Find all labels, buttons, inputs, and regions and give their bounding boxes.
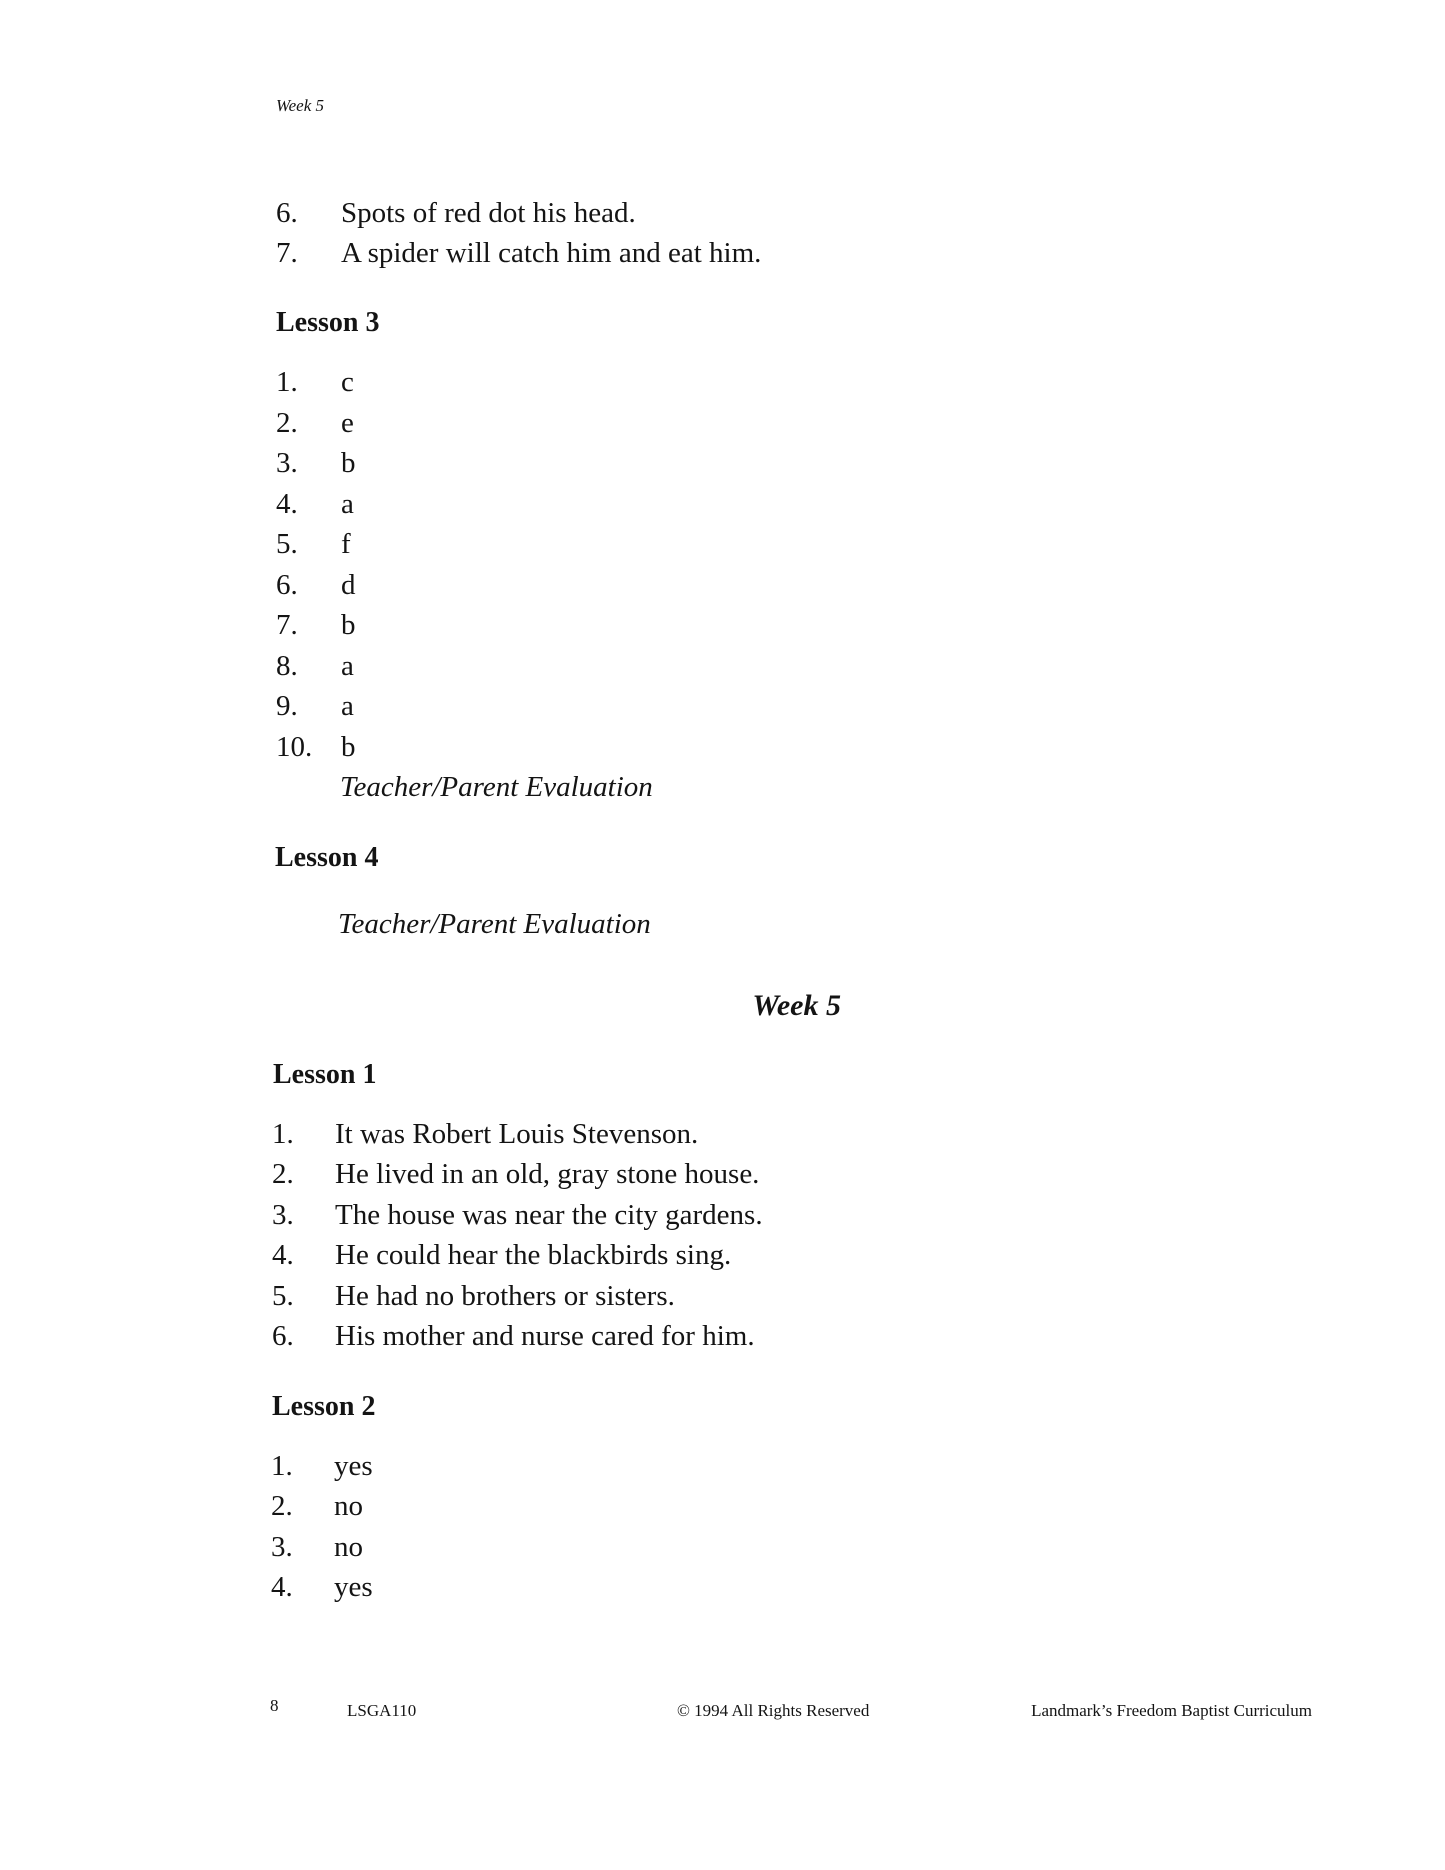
item-number: 1. — [276, 366, 298, 398]
item-text: His mother and nurse cared for him. — [335, 1320, 755, 1352]
item-text: b — [341, 731, 356, 763]
item-number: 4. — [276, 488, 298, 520]
list-item — [272, 1195, 1172, 1235]
item-number: 1. — [271, 1450, 293, 1482]
list-item — [276, 686, 676, 726]
item-text: a — [341, 488, 354, 520]
list-item — [276, 362, 676, 402]
item-number: 4. — [271, 1571, 293, 1603]
item-text: d — [341, 569, 356, 601]
item-number: 6. — [272, 1320, 294, 1352]
item-text: no — [334, 1531, 363, 1563]
item-text: no — [334, 1490, 363, 1522]
week-5-title: Week 5 — [752, 989, 841, 1022]
item-text: It was Robert Louis Stevenson. — [335, 1118, 699, 1150]
list-item — [276, 727, 676, 767]
item-text: A spider will catch him and eat him. — [341, 237, 762, 269]
item-number: 5. — [272, 1280, 294, 1312]
list-item — [272, 1276, 1172, 1316]
list-item — [276, 524, 676, 564]
item-number: 9. — [276, 690, 298, 722]
item-number: 6. — [276, 197, 298, 229]
running-header: Week 5 — [276, 96, 324, 115]
item-number: 2. — [271, 1490, 293, 1522]
item-text: b — [341, 447, 356, 479]
week5-lesson-2-heading: Lesson 2 — [272, 1391, 376, 1422]
item-number: 7. — [276, 609, 298, 641]
list-item — [271, 1567, 671, 1607]
list-item — [276, 646, 676, 686]
item-text: c — [341, 366, 354, 398]
list-item — [272, 1316, 1172, 1356]
item-number: 6. — [276, 569, 298, 601]
item-number: 2. — [276, 407, 298, 439]
item-text: Spots of red dot his head. — [341, 197, 636, 229]
list-item — [276, 484, 676, 524]
list-item — [276, 193, 1176, 233]
item-number: 3. — [276, 447, 298, 479]
item-text: The house was near the city gardens. — [335, 1199, 763, 1231]
list-item — [276, 403, 676, 443]
item-number: 3. — [272, 1199, 294, 1231]
item-text: e — [341, 407, 354, 439]
list-item — [272, 1154, 1172, 1194]
item-text: yes — [334, 1450, 373, 1482]
course-code: LSGA110 — [347, 1701, 417, 1720]
item-number: 7. — [276, 237, 298, 269]
list-item — [276, 565, 676, 605]
week5-lesson-1-heading: Lesson 1 — [273, 1059, 377, 1090]
lesson-3-heading: Lesson 3 — [276, 307, 380, 338]
list-item — [271, 1446, 671, 1486]
item-number: 4. — [272, 1239, 294, 1271]
item-number: 8. — [276, 650, 298, 682]
list-item — [271, 1527, 671, 1567]
item-number: 3. — [271, 1531, 293, 1563]
item-number: 2. — [272, 1158, 294, 1190]
list-item — [272, 1114, 1172, 1154]
item-text: yes — [334, 1571, 373, 1603]
item-number: 10. — [276, 731, 313, 763]
lesson-4-heading: Lesson 4 — [275, 842, 379, 873]
item-text: a — [341, 650, 354, 682]
list-item — [271, 1486, 671, 1526]
list-item — [276, 233, 1176, 273]
item-text: f — [341, 528, 351, 560]
lesson-4-evaluation-note: Teacher/Parent Evaluation — [338, 908, 651, 940]
item-number: 1. — [272, 1118, 294, 1150]
item-text: He could hear the blackbirds sing. — [335, 1239, 732, 1271]
lesson-3-evaluation-note: Teacher/Parent Evaluation — [340, 771, 653, 803]
item-text: a — [341, 690, 354, 722]
publisher-name: Landmark’s Freedom Baptist Curriculum — [1031, 1701, 1312, 1720]
page-number: 8 — [270, 1696, 279, 1715]
copyright-notice: © 1994 All Rights Reserved — [677, 1701, 870, 1720]
list-item — [276, 443, 676, 483]
list-item — [276, 605, 676, 645]
item-text: He had no brothers or sisters. — [335, 1280, 675, 1312]
item-text: He lived in an old, gray stone house. — [335, 1158, 760, 1190]
item-number: 5. — [276, 528, 298, 560]
list-item — [272, 1235, 1172, 1275]
item-text: b — [341, 609, 356, 641]
